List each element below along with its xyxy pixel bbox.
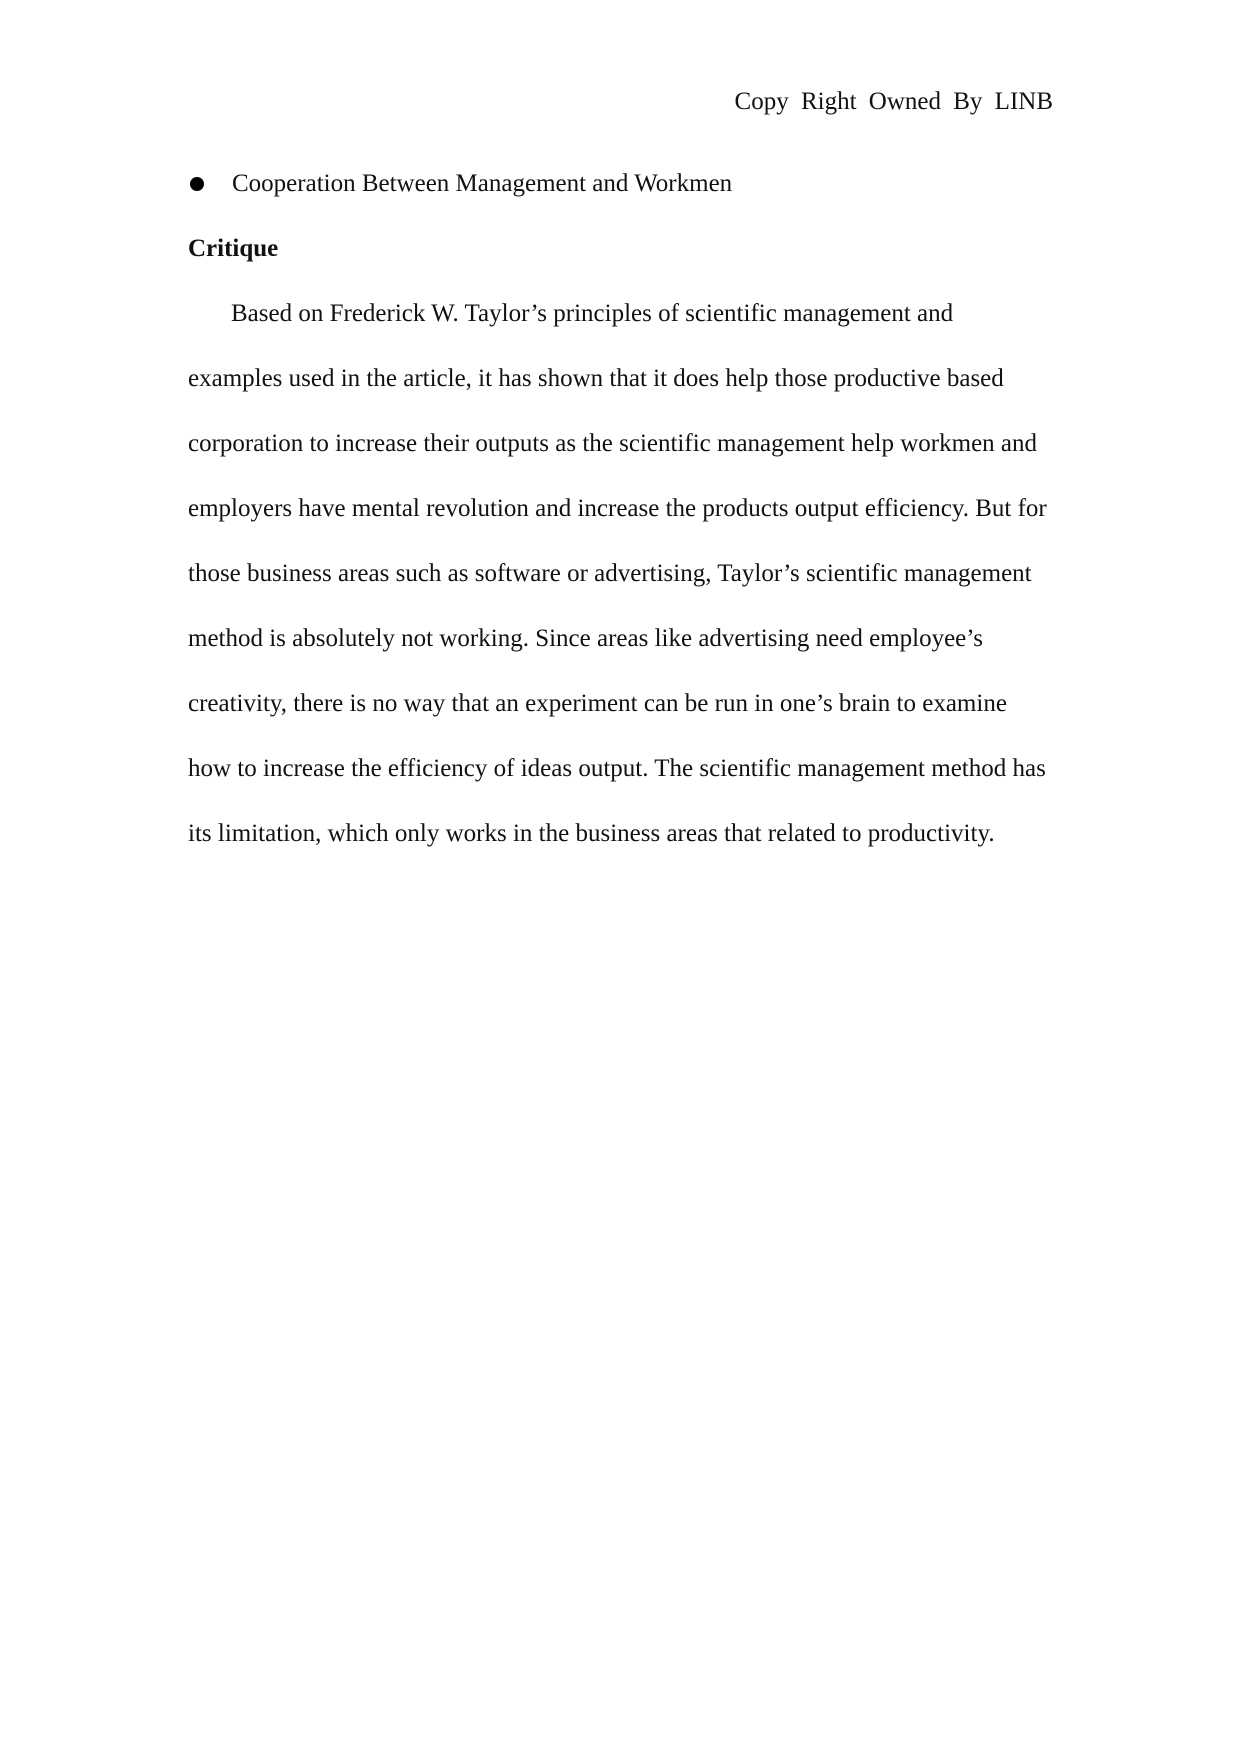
paragraph-line: Based on Frederick W. Taylor’s principles of scientific management and [231,300,954,327]
paragraph-line: employers have mental revolution and increase the products output efficiency. But for [188,495,1047,522]
bullet-dot-icon [190,177,204,191]
bullet-item-text: Cooperation Between Management and Workmen [232,170,733,197]
paragraph-line: corporation to increase their outputs as the scientific management help workmen and [188,430,1038,457]
paragraph-line: examples used in the article, it has shown that it does help those productive based [188,365,1004,392]
paragraph-line: creativity, there is no way that an experiment can be run in one’s brain to examine [188,690,1007,717]
paragraph-line: method is absolutely not working. Since areas like advertising need employee’s [188,625,983,652]
paragraph-line: those business areas such as software or advertising, Taylor’s scientific management [188,560,1032,587]
paragraph-line: how to increase the efficiency of ideas output. The scientific management method has [188,755,1046,782]
paragraph-line: its limitation, which only works in the business areas that related to productivity. [188,820,995,847]
critique-paragraph [188,298,1058,883]
page-header: Copy Right Owned By LINB [734,88,1053,115]
section-heading: Critique [188,235,279,262]
